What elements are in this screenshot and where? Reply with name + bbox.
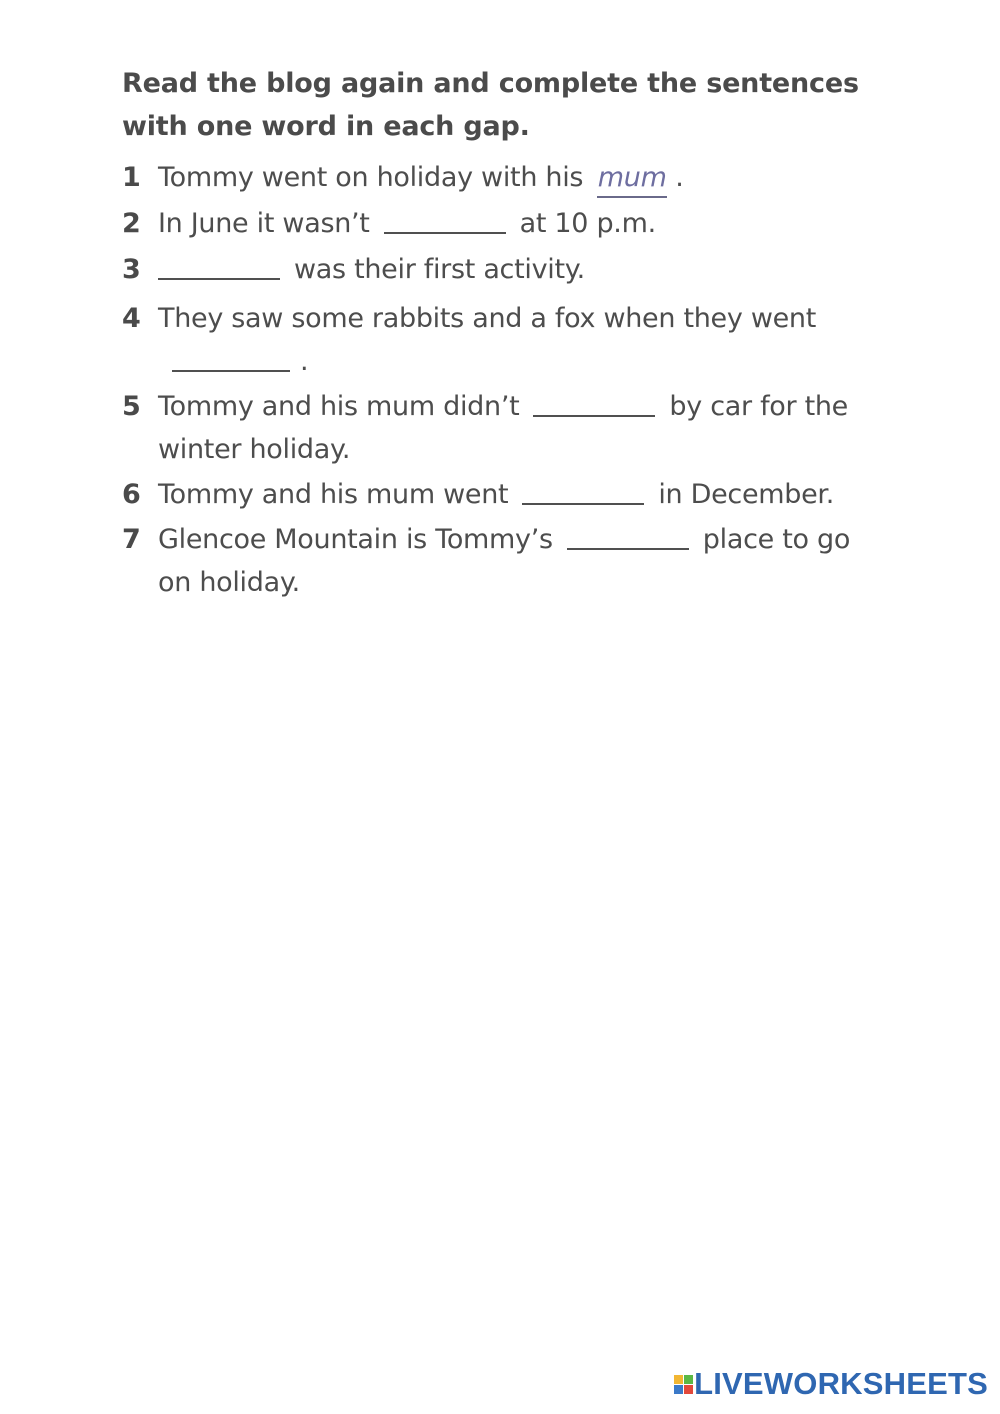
- sentence-item-5: [122, 385, 862, 471]
- sentence-item-6: [122, 473, 862, 516]
- example-answer: mum: [597, 160, 667, 198]
- sentence-before-gap: Tommy and his mum didn’t: [158, 391, 520, 422]
- logo-square: [684, 1375, 693, 1384]
- answer-gap[interactable]: [384, 202, 506, 234]
- logo-square: [684, 1385, 693, 1394]
- item-text: [158, 156, 862, 199]
- sentence-before-gap: Tommy went on holiday with his: [158, 162, 584, 193]
- answer-gap[interactable]: [567, 518, 689, 550]
- sentence-before-gap: Glencoe Mountain is Tommy’s: [158, 524, 553, 555]
- logo-square: [674, 1375, 683, 1384]
- sentence-item-2: [122, 202, 862, 245]
- sentence-before-gap: Tommy and his mum went: [158, 479, 509, 510]
- sentence-after-gap: at 10 p.m.: [519, 208, 656, 239]
- sentence-list: [122, 156, 862, 604]
- answer-gap[interactable]: [522, 473, 644, 505]
- answer-gap[interactable]: [533, 385, 655, 417]
- sentence-after-gap: place to go on holiday.: [158, 524, 851, 598]
- liveworksheets-logo-icon: [674, 1375, 693, 1394]
- liveworksheets-watermark: [674, 1366, 988, 1402]
- item-number: 5: [122, 391, 141, 422]
- sentence-after-gap: was their first activity.: [294, 254, 585, 285]
- sentence-item-7: [122, 518, 862, 604]
- logo-square: [674, 1385, 683, 1394]
- watermark-text: LIVEWORKSHEETS: [694, 1366, 988, 1401]
- item-text: [158, 202, 862, 245]
- item-text: [158, 248, 862, 291]
- item-text: [158, 518, 862, 604]
- item-number: 1: [122, 162, 141, 193]
- item-number: 4: [122, 303, 141, 334]
- answer-gap[interactable]: [172, 340, 290, 372]
- item-number: 7: [122, 524, 141, 555]
- answer-gap[interactable]: [158, 248, 280, 280]
- item-text: [158, 385, 862, 471]
- sentence-after-gap: in December.: [658, 479, 835, 510]
- item-number: 2: [122, 208, 141, 239]
- sentence-before-gap: In June it wasn’t: [158, 208, 370, 239]
- sentence-before-gap: They saw some rabbits and a fox when they went: [158, 303, 817, 334]
- sentence-after-gap: .: [675, 162, 684, 193]
- sentence-item-4: [122, 297, 862, 383]
- item-number: 6: [122, 479, 141, 510]
- sentence-item-3: [122, 248, 862, 291]
- sentence-item-1: [122, 156, 862, 199]
- sentence-after-gap: by car for the winter holiday.: [158, 391, 848, 465]
- item-text: [158, 297, 862, 383]
- sentence-after-gap: .: [300, 346, 309, 377]
- instructions-heading: Read the blog again and complete the sentences with one word in each gap.: [122, 68, 859, 142]
- item-number: 3: [122, 254, 141, 285]
- item-text: [158, 473, 862, 516]
